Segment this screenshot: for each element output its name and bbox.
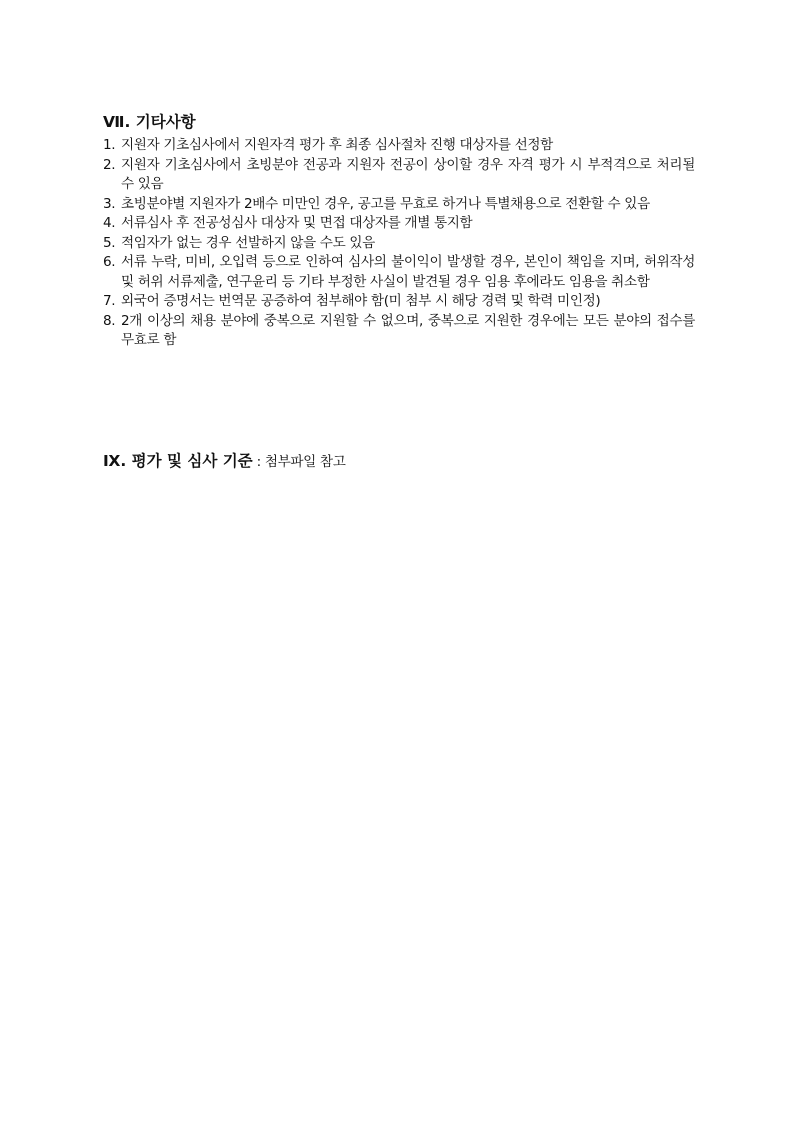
list-item xyxy=(103,214,695,234)
misc-list xyxy=(103,136,695,351)
section-title: Ⅸ. 평가 및 심사 기준 xyxy=(103,452,253,470)
item-number: 6. xyxy=(103,254,116,270)
item-text: 외국어 증명서는 번역문 공증하여 첨부해야 함(미 첨부 시 해당 경력 및 학력 미인정) xyxy=(121,293,601,309)
list-item xyxy=(103,136,695,156)
item-number: 5. xyxy=(103,234,116,251)
list-item xyxy=(103,156,695,195)
item-number: 4. xyxy=(103,215,116,231)
item-text: 서류 누락, 미비, 오입력 등으로 인하여 심사의 불이익이 발생할 경우, 본인이 책임을 지며, 허위작성 및 허위 서류제출, 연구윤리 등 기타 부정한 사실이 발견될 경우 임용 후에라도 임용을 취소함 xyxy=(121,254,695,290)
item-text: 초빙분야별 지원자가 2배수 미만인 경우, 공고를 무효로 하거나 특별채용으로 전환할 수 있음 xyxy=(121,195,650,212)
section-misc xyxy=(103,112,695,351)
item-number: 7. xyxy=(103,293,116,309)
item-number: 3. xyxy=(103,195,116,212)
section-note: : 첨부파일 참고 xyxy=(252,454,346,470)
item-text: 2개 이상의 채용 분야에 중복으로 지원할 수 없으며, 중복으로 지원한 경우에는 모든 분야의 접수를 무효로 함 xyxy=(121,312,695,348)
section-evaluation-criteria xyxy=(103,450,695,471)
item-number: 8. xyxy=(103,312,116,329)
item-text: 지원자 기초심사에서 초빙분야 전공과 지원자 전공이 상이할 경우 자격 평가 시 부적격으로 처리될 수 있음 xyxy=(121,156,695,192)
section-title: Ⅶ. 기타사항 xyxy=(103,113,196,131)
item-text: 적임자가 없는 경우 선발하지 않을 수도 있음 xyxy=(121,234,375,251)
item-number: 2. xyxy=(103,156,116,173)
list-item xyxy=(103,292,695,312)
list-item xyxy=(103,234,695,254)
item-text: 지원자 기초심사에서 지원자격 평가 후 최종 심사절차 진행 대상자를 선정함 xyxy=(121,137,553,153)
list-item xyxy=(103,312,695,351)
item-text: 서류심사 후 전공성심사 대상자 및 면접 대상자를 개별 통지함 xyxy=(121,215,473,231)
list-item xyxy=(103,253,695,292)
list-item xyxy=(103,195,695,215)
item-number: 1. xyxy=(103,137,116,153)
